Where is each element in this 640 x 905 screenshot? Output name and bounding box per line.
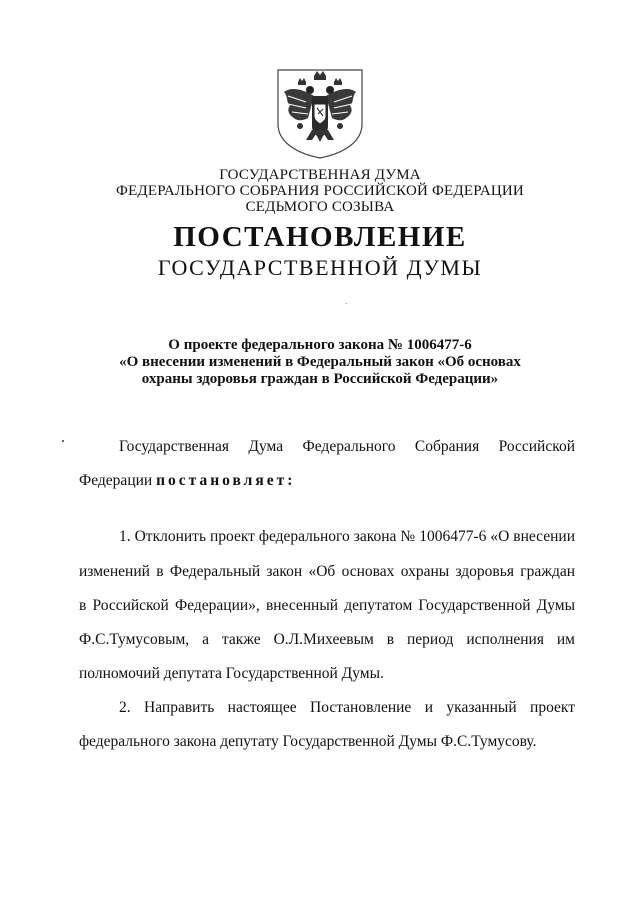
coat-of-arms-icon bbox=[274, 66, 366, 162]
scan-speck bbox=[62, 440, 64, 442]
header-line-3: СЕДЬМОГО СОЗЫВА bbox=[245, 199, 395, 215]
document-subtitle: ГОСУДАРСТВЕННОЙ ДУМЫ bbox=[157, 255, 483, 280]
item1-line-4: Ф.С.Тумусовым, а также О.Л.Михеевым в период исполнения им bbox=[79, 631, 575, 648]
law-title-line-3: охраны здоровья граждан в Российской Федерации» bbox=[141, 371, 499, 387]
document-title: ПОСТАНОВЛЕНИЕ bbox=[173, 221, 467, 253]
item1-line-3: в Российской Федерации», внесенный депутатом Государственной Думы bbox=[79, 597, 575, 614]
law-title-line-2: «О внесении изменений в Федеральный закон «Об основах bbox=[119, 354, 521, 370]
preamble-line-1: Государственная Дума Федерального Собрания Российской bbox=[119, 438, 575, 455]
preamble-verb: постановляет: bbox=[156, 472, 296, 489]
item2-line-2: федерального закона депутату Государственной Думы Ф.С.Тумусову. bbox=[79, 733, 537, 750]
scan-dot bbox=[346, 303, 347, 304]
preamble-line-2 bbox=[79, 471, 575, 491]
law-title bbox=[80, 337, 560, 388]
item2-line-1: 2. Направить настоящее Постановление и указанный проект bbox=[119, 699, 575, 716]
item1-line-5: полномочий депутата Государственной Думы. bbox=[79, 665, 384, 682]
header-line-2: ФЕДЕРАЛЬНОГО СОБРАНИЯ РОССИЙСКОЙ ФЕДЕРАЦИИ bbox=[116, 183, 524, 199]
header-line-1: ГОСУДАРСТВЕННАЯ ДУМА bbox=[219, 167, 421, 183]
item1-line-1: 1. Отклонить проект федерального закона № 1006477-6 «О внесении bbox=[119, 528, 575, 545]
item1-line-2: изменений в Федеральный закон «Об основах охраны здоровья граждан bbox=[79, 563, 575, 580]
preamble-line-2-start: Федерации bbox=[79, 472, 157, 489]
law-title-line-1: О проекте федерального закона № 1006477-6 bbox=[168, 337, 472, 353]
